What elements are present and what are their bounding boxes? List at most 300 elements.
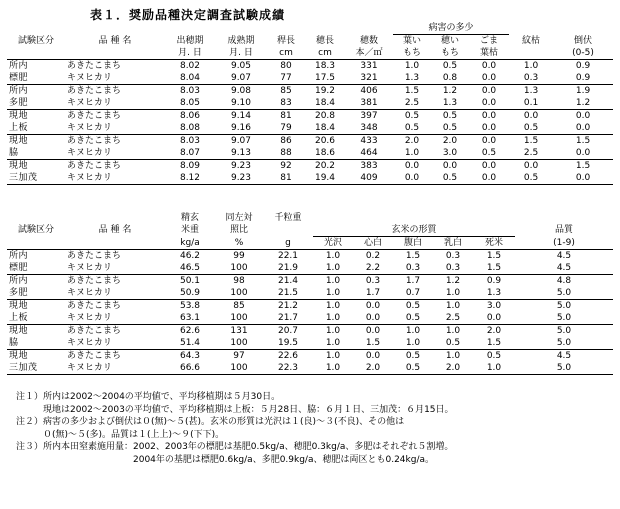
table-cell: 5.0 (556, 313, 572, 323)
table-cell: 8.06 (179, 111, 201, 121)
row-group-label: 現地 (9, 136, 29, 146)
unit-panicle-length: cm (318, 48, 332, 58)
table-cell: 81 (280, 111, 292, 121)
table-cell: 1.0 (325, 276, 341, 286)
table-cell: 1.5 (523, 136, 539, 146)
col-heading-date: 出穂期 (176, 35, 204, 46)
table-cell: 2.0 (442, 136, 458, 146)
unit-brown-spot: 葉枯 (480, 48, 499, 58)
table-cell: 8.12 (179, 173, 201, 183)
table-cell: 1.0 (325, 313, 341, 323)
table-cell: 81 (280, 173, 292, 183)
col-lodging: 倒伏 (574, 35, 593, 46)
table-row (7, 135, 613, 148)
col-panicle-number: 穂数 (359, 35, 378, 46)
table-cell: 100 (230, 313, 248, 323)
table-cell: 2.5 (404, 98, 420, 108)
unit-panicle-blast: もち (440, 48, 459, 58)
table-row (7, 337, 613, 350)
variety-name: あきたこまち (67, 326, 122, 336)
table-cell: 0.5 (442, 123, 458, 133)
table-cell: 0.3 (365, 276, 381, 286)
table-cell: 1.0 (445, 301, 461, 311)
table-cell: 62.6 (179, 326, 201, 336)
table-cell: 63.1 (179, 313, 201, 323)
table-cell: 321 (360, 73, 378, 83)
col-hinshu: 品 種 名 (98, 35, 132, 46)
table-cell: 83 (280, 98, 292, 108)
table-row (7, 172, 613, 185)
table-cell: 9.07 (230, 73, 252, 83)
table-cell: 100 (230, 288, 248, 298)
yield-trait-table (7, 22, 613, 185)
table-cell: 5.0 (556, 363, 572, 373)
table-cell: 9.13 (230, 148, 252, 158)
table-cell: 0.5 (481, 148, 497, 158)
table-cell: 22.3 (277, 363, 299, 373)
col-milky-white: 乳白 (443, 238, 462, 248)
table-cell: 2.0 (445, 363, 461, 373)
table-cell: 0.0 (575, 148, 591, 158)
variety-name: キヌヒカリ (67, 123, 112, 133)
table-cell: 8.09 (179, 161, 201, 171)
table-cell: 1.2 (442, 86, 458, 96)
row-group-label: 所内 (9, 251, 29, 261)
table-cell: 8.07 (179, 148, 201, 158)
table-row (7, 85, 613, 98)
table-cell: 0.9 (575, 73, 591, 83)
table-cell: 9.14 (230, 111, 252, 121)
table-cell: 21.2 (277, 301, 299, 311)
table-cell: 381 (360, 98, 378, 108)
unit-1000-grain-weight: g (285, 237, 291, 248)
table-cell: 8.03 (179, 86, 201, 96)
table-cell: 0.0 (575, 111, 591, 121)
table-cell: 0.0 (523, 111, 539, 121)
table-cell: 21.4 (277, 276, 299, 286)
row-group-label: 所内 (9, 86, 29, 96)
disease-group-header: 病害の多少 (393, 22, 509, 35)
table-cell: 9.16 (230, 123, 252, 133)
table-cell: 88 (280, 148, 292, 158)
unit-leaf-blast: もち (402, 48, 421, 58)
table-cell: 331 (360, 61, 378, 71)
table-cell: 2.2 (365, 263, 381, 273)
table-cell: 77 (280, 73, 292, 83)
table-cell: 0.9 (486, 276, 502, 286)
table-cell: 1.3 (486, 288, 502, 298)
table-cell: 86 (280, 136, 292, 146)
table-cell: 4.5 (556, 251, 572, 261)
table-cell: 20.8 (314, 111, 336, 121)
col-brown-rice-weight: 精玄 (180, 213, 199, 223)
table-cell: 409 (360, 173, 378, 183)
table-cell: 80 (280, 61, 292, 71)
table-cell: 1.3 (404, 73, 420, 83)
footnote-line: 注２）病害の多少および倒伏は０(無)～５(甚)。玄米の形質は光沢は１(良)～３(不良)、その他は (16, 417, 405, 427)
table-cell: 0.5 (445, 338, 461, 348)
unit-maturity-date: 月. 日 (229, 48, 253, 58)
table-cell: 0.0 (481, 86, 497, 96)
table-cell: 19.5 (277, 338, 299, 348)
table-cell: 18.4 (314, 123, 336, 133)
table-cell: 9.10 (230, 98, 252, 108)
unit-heading-date: 月. 日 (178, 48, 202, 58)
table-cell: 22.1 (277, 251, 299, 261)
row-group-label: 現地 (9, 111, 29, 121)
variety-name: あきたこまち (67, 276, 122, 286)
table-cell: 0.0 (365, 313, 381, 323)
table-cell: 85 (233, 301, 245, 311)
table-cell: 0.5 (404, 123, 420, 133)
table-cell: 1.5 (575, 136, 591, 146)
table-cell: 0.5 (405, 363, 421, 373)
variety-name: キヌヒカリ (67, 73, 112, 83)
table-cell: 51.4 (179, 338, 201, 348)
variety-name: キヌヒカリ (67, 98, 112, 108)
table-cell: 50.9 (179, 288, 201, 298)
table-cell: 9.23 (230, 161, 252, 171)
variety-name: あきたこまち (67, 301, 122, 311)
row-group-label: 多肥 (9, 288, 29, 298)
table-cell: 0.0 (481, 123, 497, 133)
table-cell: 0.5 (404, 111, 420, 121)
table-row (7, 362, 613, 375)
table-cell: 2.0 (404, 136, 420, 146)
table-row (7, 160, 613, 173)
table-cell: 1.0 (486, 363, 502, 373)
table-cell: 1.0 (445, 351, 461, 361)
table-cell: 131 (230, 326, 248, 336)
table-cell: 9.05 (230, 61, 252, 71)
variety-name: キヌヒカリ (67, 173, 112, 183)
table-cell: 17.5 (314, 73, 336, 83)
table-cell: 19.2 (314, 86, 336, 96)
table-cell: 0.0 (365, 326, 381, 336)
col-quality: 品質 (554, 225, 573, 236)
table-cell: 1.9 (575, 86, 591, 96)
table-cell: 0.5 (523, 123, 539, 133)
col-1000-grain-weight: 千粒重 (274, 213, 302, 223)
variety-name: キヌヒカリ (67, 313, 112, 323)
table-cell: 2.0 (486, 326, 502, 336)
unit-panicle-number: 本／㎡ (355, 48, 383, 58)
variety-name: あきたこまち (67, 136, 122, 146)
table-cell: 79 (280, 123, 292, 133)
table-cell: 0.5 (486, 351, 502, 361)
table-title: 表１．奨励品種決定調査試験成績 (90, 8, 286, 22)
table-cell: 1.5 (486, 338, 502, 348)
table-cell: 8.02 (179, 61, 201, 71)
table-cell: 0.2 (365, 251, 381, 261)
table-cell: 1.0 (325, 251, 341, 261)
table-cell: 5.0 (556, 326, 572, 336)
table-cell: 18.4 (314, 98, 336, 108)
table-cell: 2.0 (365, 363, 381, 373)
grain-quality-table (7, 212, 613, 375)
col-panicle-length: 穂長 (315, 35, 334, 46)
table-cell: 18.3 (314, 61, 336, 71)
table-cell: 0.0 (404, 161, 420, 171)
table-cell: 21.7 (277, 313, 299, 323)
col-kubun: 試験区分 (17, 35, 54, 46)
variety-name: キヌヒカリ (67, 148, 112, 158)
table-cell: 0.0 (481, 98, 497, 108)
row-group-label: 所内 (9, 61, 29, 71)
table-cell: 9.08 (230, 86, 252, 96)
col-ratio: 同左対 (225, 213, 253, 223)
footnote-line: 注３）所内本田窒素施用量：2002、2003年の標肥は基肥0.5kg/a、穂肥0.3kg/a、多肥はそれぞれ５割増。 (16, 442, 454, 452)
table-row (7, 275, 613, 288)
table-cell: 1.5 (486, 263, 502, 273)
table-row (7, 325, 613, 338)
table-cell: 53.8 (179, 301, 201, 311)
table-cell: 348 (360, 123, 378, 133)
table-cell: 1.5 (404, 86, 420, 96)
table-cell: 1.3 (442, 98, 458, 108)
table-cell: 1.5 (405, 251, 421, 261)
table-cell: 64.3 (179, 351, 201, 361)
table-row (7, 300, 613, 313)
table-row (7, 60, 613, 73)
table-cell: 50.1 (179, 276, 201, 286)
col-leaf-blast: 葉い (402, 36, 421, 46)
table-cell: 1.5 (575, 161, 591, 171)
table-row (7, 122, 613, 135)
table-cell: 1.0 (523, 61, 539, 71)
footnote-line: 現地は2002～2003の平均値で、平均移植期は上板：５月28日、脇：６月１日、三加茂：６月15日。 (16, 404, 454, 415)
table-cell: 406 (360, 86, 378, 96)
row-group-label: 三加茂 (9, 173, 38, 183)
table-cell: 22.6 (277, 351, 299, 361)
row-group-label: 現地 (9, 301, 29, 311)
unit-ratio: % (234, 237, 244, 248)
footnote-line: ０(無)～５(多)。品質は１(上上)～９(下下)。 (16, 429, 225, 440)
table-cell: 0.0 (365, 301, 381, 311)
table-cell: 0.7 (405, 288, 421, 298)
variety-name: キヌヒカリ (67, 288, 112, 298)
table-cell: 0.0 (442, 161, 458, 171)
col-white-belly: 腹白 (403, 238, 422, 248)
variety-name: キヌヒカリ (67, 338, 112, 348)
table-cell: 3.0 (486, 301, 502, 311)
table-cell: 464 (360, 148, 378, 158)
table-cell: 46.2 (179, 251, 201, 261)
table-cell: 5.0 (556, 338, 572, 348)
table-cell: 20.6 (314, 136, 336, 146)
table-cell: 0.0 (486, 313, 502, 323)
table-cell: 5.0 (556, 288, 572, 298)
table-cell: 18.6 (314, 148, 336, 158)
table-cell: 2.5 (445, 313, 461, 323)
table-cell: 1.0 (325, 338, 341, 348)
table-row (7, 287, 613, 300)
unit-brown-rice-weight: kg/a (180, 237, 200, 248)
table-cell: 0.0 (575, 123, 591, 133)
table-cell: 0.5 (405, 313, 421, 323)
table-row (7, 262, 613, 275)
table-cell: 397 (360, 111, 378, 121)
table-row (7, 110, 613, 123)
table-cell: 0.3 (523, 73, 539, 83)
variety-name: あきたこまち (67, 86, 122, 96)
table-cell: 4.5 (556, 351, 572, 361)
table-cell: 1.3 (523, 86, 539, 96)
col-hinshu-2: 品 種 名 (98, 225, 132, 236)
table-cell: 99 (233, 251, 245, 261)
table-row (7, 312, 613, 325)
table-cell: 1.2 (445, 276, 461, 286)
unit-quality: (1-9) (553, 237, 575, 248)
table-cell: 85 (280, 86, 292, 96)
table-cell: 21.5 (277, 288, 299, 298)
table-cell: 0.0 (523, 161, 539, 171)
table-cell: 433 (360, 136, 378, 146)
table-cell: 1.0 (404, 61, 420, 71)
table-cell: 1.0 (445, 288, 461, 298)
footnotes (16, 391, 616, 466)
table-cell: 100 (230, 338, 248, 348)
table-cell: 8.04 (179, 73, 201, 83)
table-cell: 0.0 (481, 111, 497, 121)
row-group-label: 多肥 (9, 98, 29, 108)
table-cell: 1.0 (405, 326, 421, 336)
table-cell: 0.0 (481, 61, 497, 71)
table-cell: 1.0 (325, 326, 341, 336)
variety-name: キヌヒカリ (67, 263, 112, 273)
col-brown-rice-weight-2: 米重 (180, 225, 199, 236)
table-cell: 0.1 (523, 98, 539, 108)
table-cell: 0.9 (575, 61, 591, 71)
col-gloss: 光沢 (323, 238, 342, 248)
table-cell: 1.0 (325, 263, 341, 273)
table-row (7, 72, 613, 85)
table-cell: 1.0 (404, 148, 420, 158)
table-cell: 0.0 (481, 161, 497, 171)
table-cell: 9.07 (230, 136, 252, 146)
row-group-label: 上板 (9, 313, 29, 323)
table-cell: 0.0 (481, 173, 497, 183)
table-cell: 97 (233, 351, 245, 361)
table-cell: 4.8 (556, 276, 572, 286)
table-cell: 20.7 (277, 326, 299, 336)
row-group-label: 所内 (9, 276, 29, 286)
table-cell: 1.5 (486, 251, 502, 261)
table-cell: 0.0 (365, 351, 381, 361)
variety-name: キヌヒカリ (67, 363, 112, 373)
row-group-label: 脇 (9, 338, 19, 348)
col-culm-length: 稈長 (276, 35, 295, 46)
table-row (7, 250, 613, 263)
variety-name: あきたこまち (67, 351, 122, 361)
table-cell: 100 (230, 363, 248, 373)
variety-name: あきたこまち (67, 111, 122, 121)
table-cell: 383 (360, 161, 378, 171)
table-cell: 3.0 (442, 148, 458, 158)
table-cell: 1.0 (445, 326, 461, 336)
col-ratio-2: 照比 (229, 225, 248, 236)
table-cell: 21.9 (277, 263, 299, 273)
table-cell: 0.5 (442, 111, 458, 121)
table-cell: 1.0 (325, 288, 341, 298)
row-group-label: 上板 (9, 123, 29, 133)
table-cell: 19.4 (314, 173, 336, 183)
row-group-label: 標肥 (9, 73, 29, 83)
table-row (7, 147, 613, 160)
footnote-line: 注１）所内は2002～2004の平均値で、平均移植期は５月30日。 (16, 392, 281, 402)
table-cell: 5.0 (556, 301, 572, 311)
table-cell: 0.5 (442, 61, 458, 71)
table-cell: 4.5 (556, 263, 572, 273)
table-cell: 1.5 (365, 338, 381, 348)
table-cell: 0.5 (405, 301, 421, 311)
row-group-label: 現地 (9, 326, 29, 336)
variety-name: あきたこまち (67, 161, 122, 171)
table-cell: 0.0 (481, 136, 497, 146)
table-cell: 46.5 (179, 263, 201, 273)
table-cell: 1.0 (325, 363, 341, 373)
table-cell: 8.08 (179, 123, 201, 133)
unit-culm-length: cm (279, 48, 293, 58)
table-cell: 1.7 (405, 276, 421, 286)
table-cell: 1.0 (325, 351, 341, 361)
table-cell: 66.6 (179, 363, 201, 373)
table-cell: 9.23 (230, 173, 252, 183)
row-group-label: 標肥 (9, 263, 29, 273)
table-cell: 20.2 (314, 161, 336, 171)
unit-lodging: (0-5) (572, 48, 594, 58)
col-maturity-date: 成熟期 (227, 35, 255, 46)
table-cell: 0.3 (445, 251, 461, 261)
col-panicle-blast: 穂い (440, 36, 459, 46)
table-cell: 0.5 (405, 351, 421, 361)
col-sheath-blight: 紋枯 (522, 35, 541, 46)
table-cell: 92 (280, 161, 292, 171)
row-group-label: 三加茂 (9, 363, 38, 373)
col-dead-rice: 死米 (484, 238, 503, 248)
table-cell: 1.7 (365, 288, 381, 298)
col-white-core: 心白 (363, 238, 382, 248)
table-cell: 100 (230, 263, 248, 273)
footnote-line: 2004年の基肥は標肥0.6kg/a、多肥0.9kg/a、穂肥は両区とも0.24kg/a。 (16, 454, 434, 465)
row-group-label: 脇 (9, 148, 19, 158)
table-cell: 0.0 (481, 73, 497, 83)
row-group-label: 現地 (9, 351, 29, 361)
table-cell: 2.5 (523, 148, 539, 158)
col-brown-spot: ごま (480, 36, 499, 46)
table-cell: 1.2 (575, 98, 591, 108)
table-cell: 0.3 (445, 263, 461, 273)
table-cell: 1.0 (405, 338, 421, 348)
table-cell: 1.0 (325, 301, 341, 311)
table-row (7, 97, 613, 110)
variety-name: あきたこまち (67, 61, 122, 71)
table-row (7, 350, 613, 363)
table-cell: 98 (233, 276, 245, 286)
row-group-label: 現地 (9, 161, 29, 171)
table-cell: 8.05 (179, 98, 201, 108)
table-cell: 0.0 (575, 173, 591, 183)
table-cell: 8.03 (179, 136, 201, 146)
table-cell: 0.5 (523, 173, 539, 183)
variety-name: あきたこまち (67, 251, 122, 261)
table-cell: 0.5 (442, 173, 458, 183)
col-kubun-2: 試験区分 (17, 225, 54, 236)
table-cell: 0.0 (404, 173, 420, 183)
table-cell: 0.8 (442, 73, 458, 83)
table-cell: 0.3 (405, 263, 421, 273)
grain-trait-group-header: 玄米の形質 (313, 224, 515, 237)
